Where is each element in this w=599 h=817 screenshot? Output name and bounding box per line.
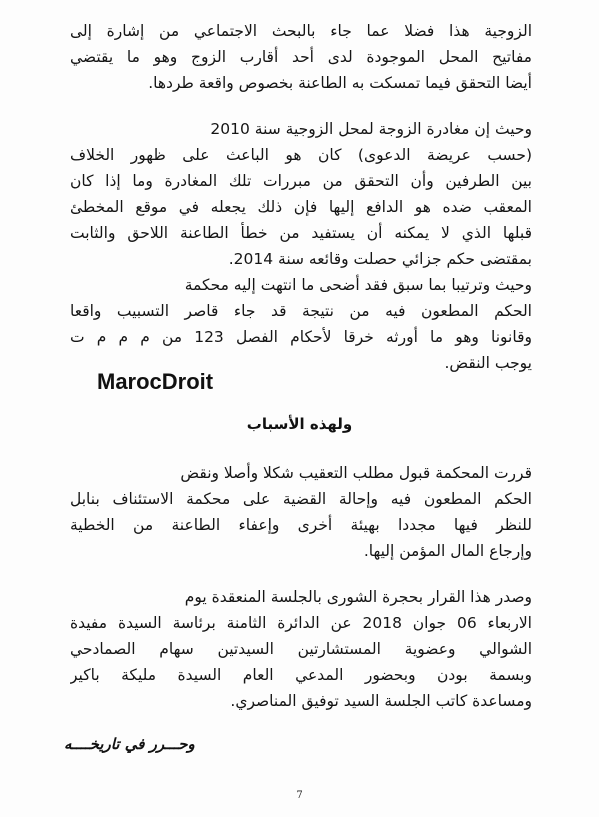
text-line: الزوجية هذا فضلا عما جاء بالبحث الاجتماعي من إشارة إلى — [70, 22, 532, 40]
paragraph-1 — [70, 18, 532, 96]
text-line: بمقتضى حكم جزائي حصلت وقائعه سنة 2014. — [228, 250, 532, 268]
text-line: الحكم المطعون فيه من نتيجة قد جاء قاصر التسبيب واقعا — [70, 302, 532, 320]
text-line: للنظر فيها مجددا بهيئة أخرى وإعفاء الطاعنة من الخطية — [70, 516, 532, 534]
text-line: وإرجاع المال المؤمن إليها. — [363, 542, 532, 560]
text-line: وقانونا وهو ما أورثه خرقا لأحكام الفصل 123 من م م م ت — [70, 328, 532, 346]
watermark-text: MarocDroit — [97, 369, 214, 394]
signoff-text: وحـــرر في تاريخــــه — [64, 735, 195, 753]
text-line: (حسب عريضة الدعوى) كان هو الباعث على ظهور الخلاف — [70, 146, 532, 164]
text-line: أيضا التحقق فيما تمسكت به الطاعنة بخصوص واقعة طردها. — [148, 74, 532, 92]
text-line: بين الطرفين وأن التحقق من مبررات تلك المغادرة وما إذا كان — [70, 172, 532, 190]
text-line: وبسمة بودن وبحضور المدعي العام السيدة مليكة باكير — [70, 666, 532, 684]
text-line: الاربعاء 06 جوان 2018 عن الدائرة الثامنة برئاسة السيدة مفيدة — [70, 614, 532, 632]
text-line: يوجب النقض. — [444, 354, 532, 372]
paragraph-5 — [70, 584, 532, 714]
text-line: الحكم المطعون فيه وإحالة القضية على محكمة الاستئناف بنابل — [70, 490, 532, 508]
text-line: وحيث وترتيبا بما سبق فقد أضحى ما انتهت إليه محكمة — [184, 276, 532, 294]
text-line: قبلها الذي لا يمكنه أن يستفيد من خطأ الطاعنة اللاحق والثابت — [70, 224, 532, 242]
text-line: الشوالي وعضوية المستشارتين السيدتين سهام الصمادحي — [70, 640, 532, 658]
paragraph-4 — [70, 460, 532, 564]
text-line: قررت المحكمة قبول مطلب التعقيب شكلا وأصلا ونقض — [180, 464, 532, 482]
text-line: المعقب ضده هو الدافع إليها فإن ذلك يجعله في موقع المخطئ — [70, 198, 532, 216]
page-number: 7 — [296, 790, 303, 801]
text-line: ومساعدة كاتب الجلسة السيد توفيق المناصري. — [230, 692, 532, 710]
text-line: وصدر هذا القرار بحجرة الشورى بالجلسة المنعقدة يوم — [184, 588, 532, 606]
paragraph-2 — [70, 116, 532, 272]
text-line: مفاتيح المحل الموجودة لدى أحد أقارب الزوج وهو ما يقتضي — [70, 48, 532, 66]
paragraph-3 — [70, 272, 532, 376]
section-heading: ولهذه الأسباب — [246, 415, 353, 433]
text-line: وحيث إن مغادرة الزوجة لمحل الزوجية سنة 2010 — [210, 120, 532, 138]
